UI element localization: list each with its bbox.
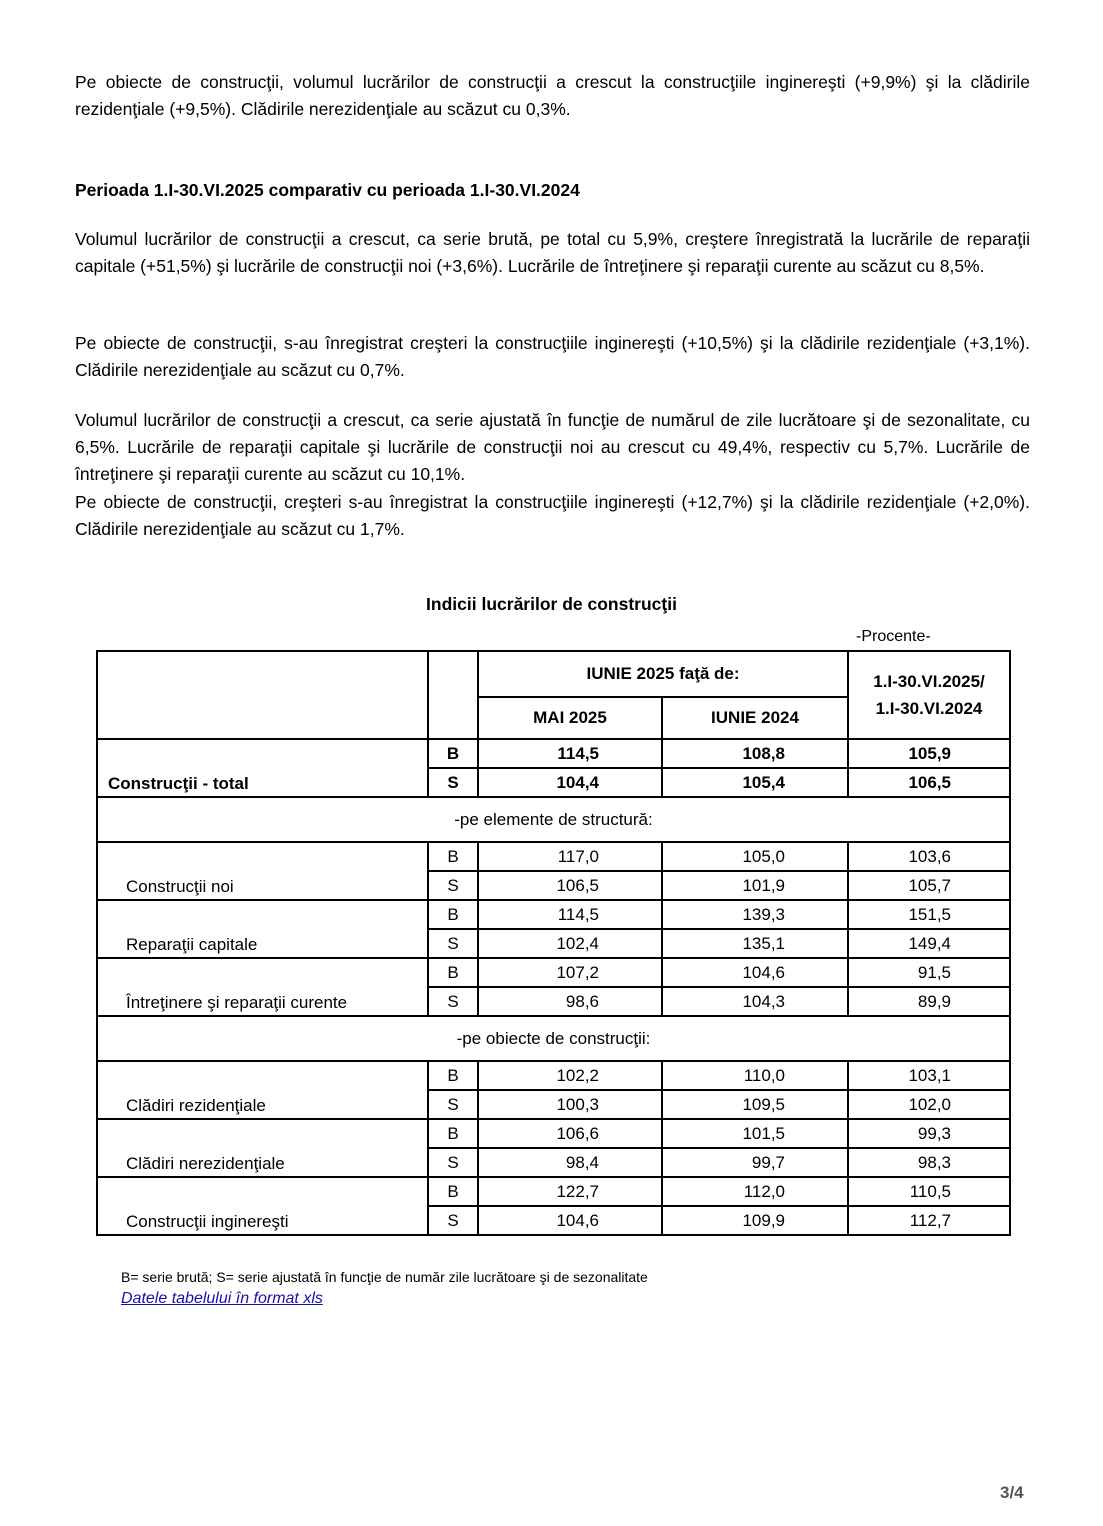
value-cell: 105,0 (662, 842, 848, 871)
value-cell: 112,7 (848, 1206, 1010, 1235)
series-code: B (428, 958, 478, 987)
value-cell: 114,5 (478, 900, 662, 929)
row-label: Întreţinere şi reparaţii curente (97, 958, 428, 1016)
value-cell: 139,3 (662, 900, 848, 929)
series-code: B (428, 739, 478, 768)
page-number: 3/4 (1000, 1483, 1024, 1502)
row-label: Construcţii noi (97, 842, 428, 900)
header-period-line1: 1.I-30.VI.2025/ (873, 672, 985, 691)
paragraph-4: Volumul lucrărilor de construcţii a crescut, ca serie ajustată în funcţie de numărul de zile lucrătoare şi de sezonalitate, cu 6,5%. Lucrările de reparaţii capitale şi lucrările de construcţii noi au crescut cu 49,4%, respectiv cu 5,7%. Lucrările de întreţinere şi reparaţii curente au scăzut cu 10,1%. (75, 410, 1030, 484)
value-cell: 112,0 (662, 1177, 848, 1206)
section-title: -pe obiecte de construcţii: (97, 1016, 1010, 1061)
value-cell: 105,7 (848, 871, 1010, 900)
section-title: -pe elemente de structură: (97, 797, 1010, 842)
construction-index-table (96, 650, 1011, 1236)
header-blank-series (428, 651, 478, 739)
table-row (97, 1119, 1010, 1148)
value-cell: 101,5 (662, 1119, 848, 1148)
value-cell: 106,6 (478, 1119, 662, 1148)
paragraph-1: Pe obiecte de construcţii, volumul lucrărilor de construcţii a crescut la construcţiile inginereşti (+9,9%) şi la clădirile rezidenţiale (+9,5%). Clădirile nerezidenţiale au scăzut cu 0,3%. (75, 72, 1030, 119)
table-row (97, 739, 1010, 768)
value-cell: 104,3 (662, 987, 848, 1016)
header-group: IUNIE 2025 faţă de: (478, 651, 848, 697)
row-label: Construcţii - total (97, 739, 428, 797)
value-cell: 98,6 (478, 987, 662, 1016)
header-iunie-2024: IUNIE 2024 (662, 697, 848, 739)
table-row (97, 900, 1010, 929)
table-footnote: B= serie brută; S= serie ajustată în funcţie de număr zile lucrătoare şi de sezonalitate (121, 1269, 648, 1285)
value-cell: 102,0 (848, 1090, 1010, 1119)
series-code: B (428, 1177, 478, 1206)
section-heading: Perioada 1.I-30.VI.2025 comparativ cu perioada 1.I-30.VI.2024 (75, 180, 580, 200)
row-label: Reparaţii capitale (97, 900, 428, 958)
series-code: S (428, 1148, 478, 1177)
value-cell: 104,6 (662, 958, 848, 987)
series-code: S (428, 768, 478, 797)
header-period-line2: 1.I-30.VI.2024 (875, 699, 983, 718)
header-mai-2025: MAI 2025 (478, 697, 662, 739)
header-period (848, 651, 1010, 739)
value-cell: 114,5 (478, 739, 662, 768)
table-title: Indicii lucrărilor de construcţii (426, 594, 677, 614)
table-unit: -Procente- (856, 628, 931, 645)
value-cell: 105,4 (662, 768, 848, 797)
value-cell: 91,5 (848, 958, 1010, 987)
value-cell: 109,5 (662, 1090, 848, 1119)
xls-data-link[interactable]: Datele tabelului în format xls (121, 1290, 323, 1307)
value-cell: 122,7 (478, 1177, 662, 1206)
value-cell: 110,0 (662, 1061, 848, 1090)
section-row (97, 1016, 1010, 1061)
value-cell: 105,9 (848, 739, 1010, 768)
table-row (97, 1177, 1010, 1206)
series-code: B (428, 1119, 478, 1148)
row-label: Clădiri nerezidenţiale (97, 1119, 428, 1177)
section-row (97, 797, 1010, 842)
table-row (97, 842, 1010, 871)
value-cell: 104,6 (478, 1206, 662, 1235)
header-blank-label (97, 651, 428, 739)
value-cell: 102,2 (478, 1061, 662, 1090)
value-cell: 107,2 (478, 958, 662, 987)
series-code: S (428, 1090, 478, 1119)
value-cell: 98,3 (848, 1148, 1010, 1177)
paragraph-3: Pe obiecte de construcţii, s-au înregistrat creşteri la construcţiile inginereşti (+10,5%) şi la clădirile rezidenţiale (+3,1%). Clădirile nerezidenţiale au scăzut cu 0,7%. (75, 333, 1030, 380)
value-cell: 100,3 (478, 1090, 662, 1119)
value-cell: 89,9 (848, 987, 1010, 1016)
value-cell: 104,4 (478, 768, 662, 797)
value-cell: 109,9 (662, 1206, 848, 1235)
value-cell: 106,5 (848, 768, 1010, 797)
value-cell: 101,9 (662, 871, 848, 900)
paragraph-2: Volumul lucrărilor de construcţii a crescut, ca serie brută, pe total cu 5,9%, creştere înregistrată la lucrările de reparaţii capitale (+51,5%) şi lucrările de construcţii noi (+3,6%). Lucrările de întreţinere şi reparaţii curente au scăzut cu 8,5%. (75, 229, 1030, 276)
table-row (97, 1061, 1010, 1090)
row-label: Construcţii inginereşti (97, 1177, 428, 1235)
series-code: S (428, 871, 478, 900)
value-cell: 108,8 (662, 739, 848, 768)
series-code: B (428, 900, 478, 929)
value-cell: 99,3 (848, 1119, 1010, 1148)
series-code: B (428, 842, 478, 871)
value-cell: 110,5 (848, 1177, 1010, 1206)
value-cell: 102,4 (478, 929, 662, 958)
series-code: B (428, 1061, 478, 1090)
value-cell: 135,1 (662, 929, 848, 958)
value-cell: 103,6 (848, 842, 1010, 871)
series-code: S (428, 1206, 478, 1235)
value-cell: 99,7 (662, 1148, 848, 1177)
value-cell: 149,4 (848, 929, 1010, 958)
value-cell: 117,0 (478, 842, 662, 871)
series-code: S (428, 987, 478, 1016)
row-label: Clădiri rezidenţiale (97, 1061, 428, 1119)
series-code: S (428, 929, 478, 958)
table-row (97, 958, 1010, 987)
value-cell: 106,5 (478, 871, 662, 900)
header-row-1 (97, 651, 1010, 697)
value-cell: 103,1 (848, 1061, 1010, 1090)
value-cell: 98,4 (478, 1148, 662, 1177)
value-cell: 151,5 (848, 900, 1010, 929)
paragraph-5: Pe obiecte de construcţii, creşteri s-au înregistrat la construcţiile inginereşti (+12,7%) şi la clădirile rezidenţiale (+2,0%). Clădirile nerezidenţiale au scăzut cu 1,7%. (75, 492, 1030, 539)
